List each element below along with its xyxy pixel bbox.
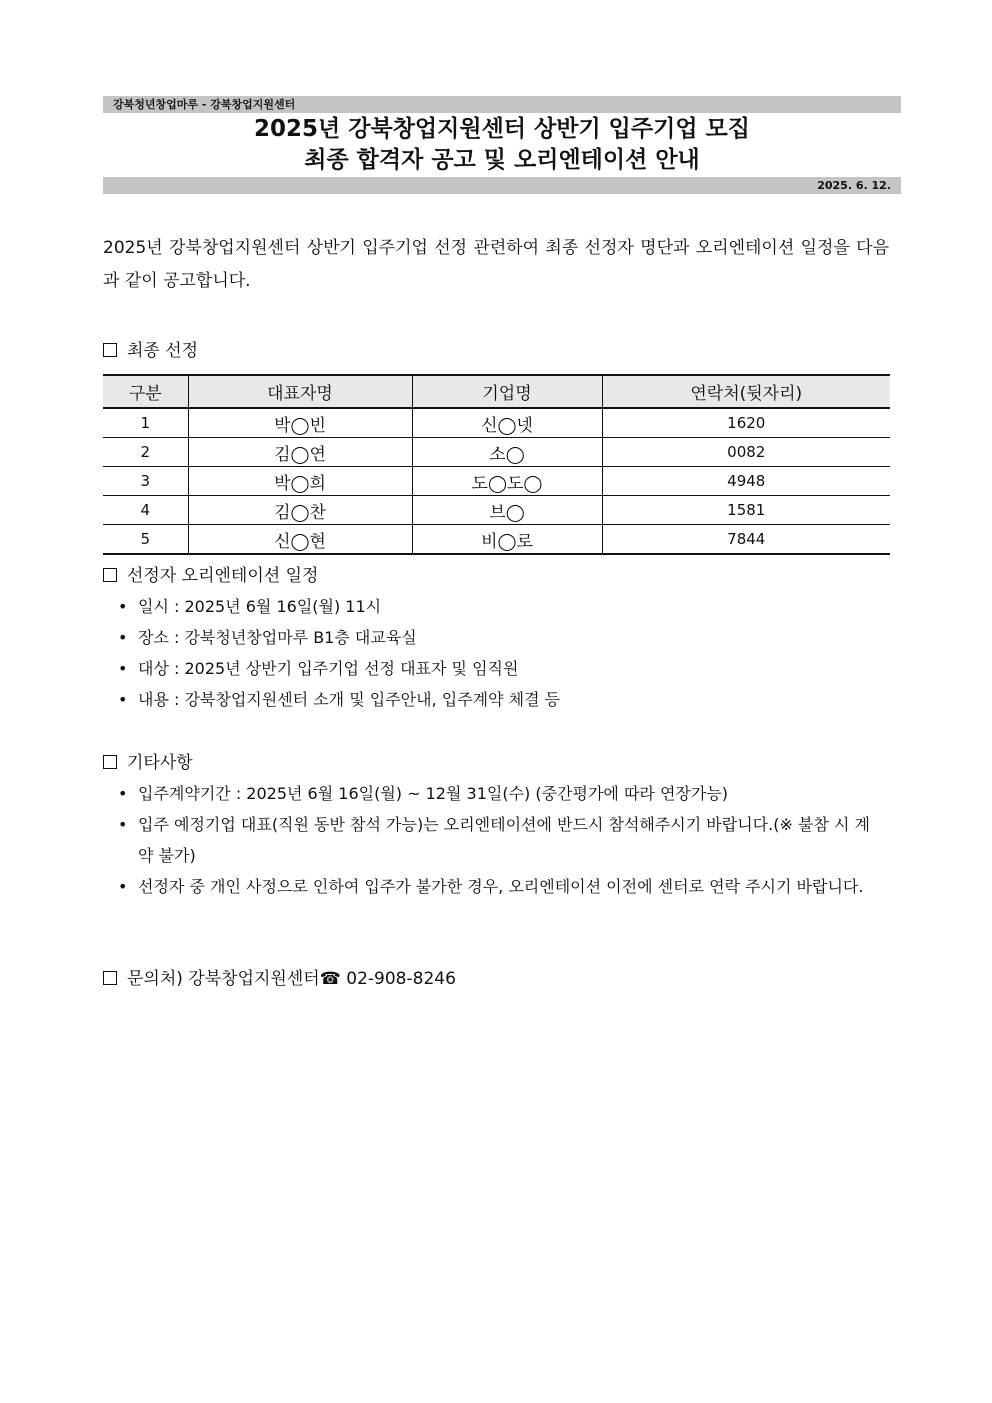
page-title-line1: 2025년 강북창업지원센터 상반기 입주기업 모집 <box>254 116 750 142</box>
column-header: 구분 <box>103 375 188 408</box>
intro-paragraph: 2025년 강북창업지원센터 상반기 입주기업 선정 관련하여 최종 선정자 명단과 오리엔테이션 일정을 다음과 같이 공고합니다. <box>103 238 889 291</box>
page-title-line2: 최종 합격자 공고 및 오리엔테이션 안내 <box>304 147 700 173</box>
date-bar <box>103 177 901 194</box>
selection-table <box>103 374 890 555</box>
list-item <box>118 684 888 715</box>
list-item <box>118 591 888 622</box>
table-row <box>103 496 890 525</box>
cell-company: 소◯ <box>412 438 602 467</box>
column-header: 기업명 <box>412 375 602 408</box>
cell-phone-suffix: 7844 <box>602 525 890 555</box>
bullet-icon: • <box>118 877 128 896</box>
notes-list <box>118 778 882 902</box>
list-item <box>118 622 888 653</box>
section-orientation-schedule <box>103 564 318 588</box>
section-final-selection <box>103 339 198 363</box>
table-header-row <box>103 375 890 408</box>
table-row <box>103 525 890 555</box>
bullet-icon: • <box>118 597 128 616</box>
cell-phone-suffix: 4948 <box>602 467 890 496</box>
table-row <box>103 408 890 438</box>
list-item <box>118 778 882 809</box>
cell-number: 2 <box>103 438 188 467</box>
table-row <box>103 467 890 496</box>
cell-representative: 신◯현 <box>188 525 412 555</box>
header-org-bar <box>103 96 901 113</box>
list-item-text: 일시 : 2025년 6월 16일(월) 11시 <box>138 597 382 616</box>
section-other-notes <box>103 751 193 775</box>
bullet-icon: • <box>118 815 128 834</box>
orientation-list <box>118 591 888 715</box>
cell-representative: 김◯찬 <box>188 496 412 525</box>
list-item-text: 입주계약기간 : 2025년 6월 16일(월) ~ 12월 31일(수) (중간평가에 따라 연장가능) <box>138 784 729 803</box>
cell-phone-suffix: 1620 <box>602 408 890 438</box>
list-item-text: 선정자 중 개인 사정으로 인하여 입주가 불가한 경우, 오리엔테이션 이전에 센터로 연락 주시기 바랍니다. <box>138 877 864 896</box>
cell-company: 도◯도◯ <box>412 467 602 496</box>
contact-label: 문의처) 강북창업지원센터 <box>127 969 320 989</box>
phone-icon: ☎ <box>319 969 341 989</box>
checkbox-square-icon <box>103 755 117 769</box>
list-item-text: 내용 : 강북창업지원센터 소개 및 입주안내, 입주계약 체결 등 <box>138 690 561 709</box>
list-item <box>118 809 882 871</box>
cell-company: 비◯로 <box>412 525 602 555</box>
cell-number: 3 <box>103 467 188 496</box>
cell-company: 브◯ <box>412 496 602 525</box>
cell-representative: 김◯연 <box>188 438 412 467</box>
cell-number: 5 <box>103 525 188 555</box>
bullet-icon: • <box>118 690 128 709</box>
section-heading: 기타사항 <box>127 753 193 773</box>
section-heading: 최종 선정 <box>127 341 199 361</box>
cell-number: 4 <box>103 496 188 525</box>
cell-company: 신◯넷 <box>412 408 602 438</box>
checkbox-square-icon <box>103 568 117 582</box>
header-org: 강북청년창업마루 - 강북창업지원센터 <box>113 98 296 111</box>
list-item-text: 장소 : 강북청년창업마루 B1층 대교육실 <box>138 628 417 647</box>
bullet-icon: • <box>118 784 128 803</box>
list-item <box>118 653 888 684</box>
notice-date: 2025. 6. 12. <box>817 179 891 192</box>
table-row <box>103 438 890 467</box>
column-header: 연락처(뒷자리) <box>602 375 890 408</box>
cell-representative: 박◯빈 <box>188 408 412 438</box>
bullet-icon: • <box>118 659 128 678</box>
cell-number: 1 <box>103 408 188 438</box>
section-heading: 선정자 오리엔테이션 일정 <box>127 566 319 586</box>
list-item-text: 입주 예정기업 대표(직원 동반 참석 가능)는 오리엔테이션에 반드시 참석해주시기 바랍니다.(※ 불참 시 계약 불가) <box>138 815 870 865</box>
column-header: 대표자명 <box>188 375 412 408</box>
list-item <box>118 871 882 902</box>
contact-line <box>103 967 456 991</box>
cell-phone-suffix: 0082 <box>602 438 890 467</box>
cell-representative: 박◯희 <box>188 467 412 496</box>
list-item-text: 대상 : 2025년 상반기 입주기업 선정 대표자 및 임직원 <box>138 659 519 678</box>
checkbox-square-icon <box>103 971 117 985</box>
contact-phone: 02-908-8246 <box>346 969 456 989</box>
checkbox-square-icon <box>103 343 117 357</box>
cell-phone-suffix: 1581 <box>602 496 890 525</box>
bullet-icon: • <box>118 628 128 647</box>
